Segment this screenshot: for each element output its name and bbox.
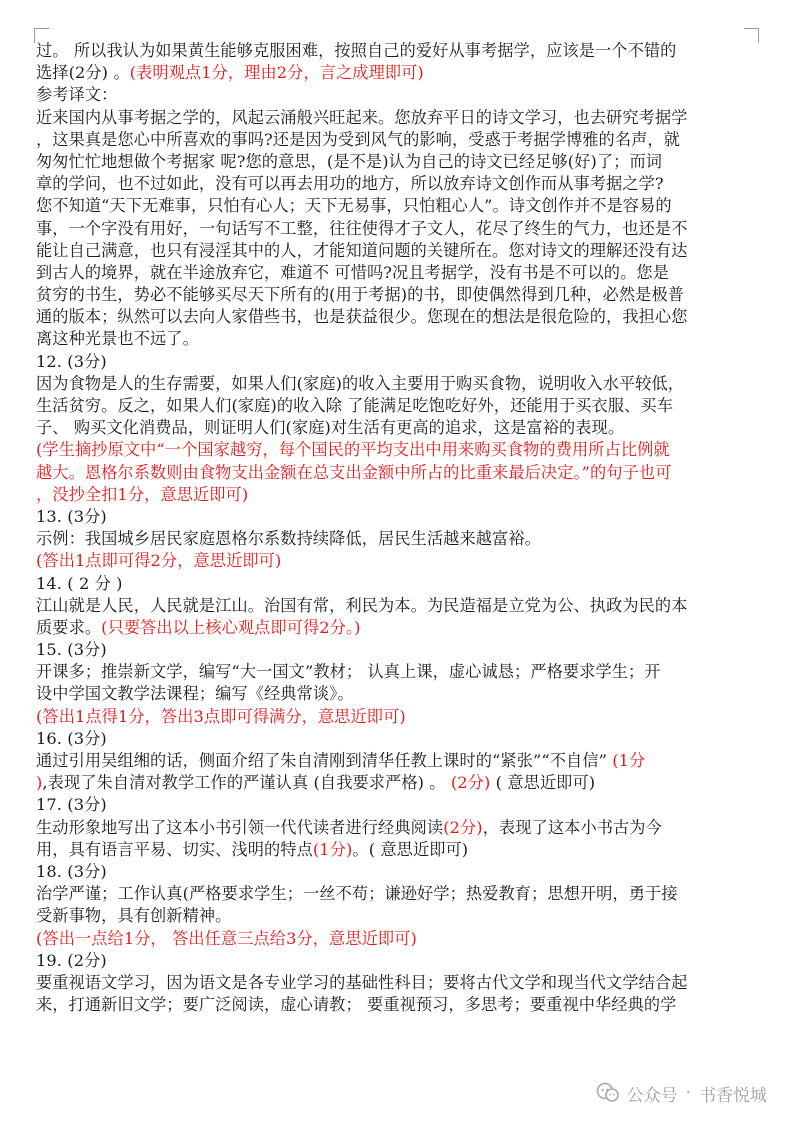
text-line (36, 62, 764, 84)
text-line: 离这种光景也不远了。 (36, 329, 199, 349)
answer-text: 选择(2分) 。 (36, 63, 130, 83)
text-line: 18. (3分) (36, 861, 107, 881)
text-line: 通的版本；纵然可以去向人家借些书，也是获益很少。您现在的想法是很危险的，我担心您 (36, 307, 688, 327)
text-line: 江山就是人民，人民就是江山。治国有常，利民为本。为民造福是立党为公、执政为民的本 (36, 595, 688, 615)
text-line: 受新事物，具有创新精神。 (36, 906, 232, 926)
text-line (36, 772, 764, 794)
text-line: 到古人的境界，就在半途放弃它，难道不 可惜吗?况且考据学，没有书是不可以的。您是 (36, 262, 669, 282)
answer-text: 质要求。 (36, 617, 102, 637)
text-line: 匆匆忙忙地想做个考据家 呢?您的意思，(是不是)认为自己的诗文已经足够(好)了；而词 (36, 151, 663, 171)
text-line: ，这果真是您心中所喜欢的事吗?还是因为受到风气的影响，受惑于考据学博雅的名声，就 (36, 129, 680, 149)
answer-text: ，表现了这本小书古为今 (482, 817, 662, 837)
grading-note-line: (答出一点给1分， 答出任意三点给3分，意思近即可) (36, 928, 417, 948)
grading-note: (只要答出以上核心观点即可得2分。) (101, 617, 361, 637)
text-line (36, 839, 764, 861)
text-line: 能让自己满意，也只有浸淫其中的人，才能知道问题的关键所在。您对诗文的理解还没有达 (36, 240, 688, 260)
answer-text: ( 意思近即可) (490, 773, 596, 793)
answer-text-body (36, 40, 764, 1016)
answer-text: ,表现了朱自清对教学工作的严谨认真 (自我要求严格) 。 (42, 773, 451, 793)
answer-text: 。( 意思近即可) (352, 839, 469, 859)
text-line: 近来国内从事考据之学的，风起云涌般兴旺起来。您放弃平日的诗文学习，也去研究考据学 (36, 107, 688, 127)
text-line: 因为食物是人的生存需要，如果人们(家庭)的收入主要用于购买食物，说明收入水平较低， (36, 373, 685, 393)
grading-note: (2分) (443, 817, 483, 837)
watermark-label: 公众号 (626, 1085, 678, 1106)
text-line: 贫穷的书生，势必不能够买尽天下所有的(用于考据)的书，即使偶然得到几种，必然是极普 (36, 285, 685, 305)
answer-text: 用，具有语言平易、切实、浅明的特点 (36, 839, 313, 859)
text-line: 参考译文： (36, 85, 118, 105)
text-line: 来，打通新旧文学；要广泛阅读，虚心请教； 要重视预习，多思考；要重视中华经典的学 (36, 995, 677, 1015)
text-line: 17. (3分) (36, 795, 107, 815)
text-line: 开课多；推崇新文学，编写“大一国文”教材； 认真上课，虚心诚恳；严格要求学生；开 (36, 662, 661, 682)
text-line: 13. (3分) (36, 506, 107, 526)
grading-note: (1分) (312, 839, 353, 859)
text-line: 示例：我国城乡居民家庭恩格尔系数持续降低，居民生活越来越富裕。 (36, 529, 541, 549)
answer-text: 生动形象地写出了这本小书引领一代代读者进行经典阅读 (36, 817, 444, 837)
grading-note-line: (答出1点即可得2分，意思近即可) (36, 551, 282, 571)
text-line: 章的学问，也不过如此，没有可以再去用功的地方，所以放弃诗文创作而从事考据之学? (36, 174, 664, 194)
grading-note: (表明观点1分，理由2分，言之成理即可) (129, 63, 424, 83)
text-line: 您不知道“天下无难事，只怕有心人；天下无易事，只怕粗心人”。诗文创作并不是容易的 (36, 196, 672, 216)
text-line: 生活贫穷。反之，如果人们(家庭)的收入除 了能满足吃饱吃好外，还能用于买衣服、买车 (36, 396, 673, 415)
text-line: 治学严谨；工作认真(严格要求学生；一丝不苟；谦逊好学；热爱教育；思想开明，勇于接 (36, 884, 678, 904)
text-line (36, 617, 764, 639)
text-line: 子、 购买文化消费品，则证明人们(家庭)对生活有更高的追求，这是富裕的表现。 (36, 418, 625, 438)
grading-note: (2分) (450, 773, 491, 793)
grading-note-line: 越大。恩格尔系数则由食物支出金额在总支出金额中所占的比重来最后决定。”的句子也可 (36, 462, 672, 482)
text-line: 过。 所以我认为如果黄生能够克服困难，按照自己的爱好从事考据学，应该是一个不错的 (36, 41, 677, 60)
grading-note-line: (学生摘抄原文中“一个国家越穷，每个国民的平均支出中用来购买食物的费用所占比例就 (36, 440, 670, 460)
watermark-name: 书香悦城 (699, 1085, 767, 1106)
grading-note: (1分 (612, 751, 646, 770)
text-line: 要重视语文学习，因为语文是各专业学习的基础性科目；要将古代文学和现当代文学结合起 (36, 972, 688, 992)
text-line: 事，一个字没有用好，一句话写不工整，往往使得才子文人，花尽了终生的气力，也还是不 (36, 218, 688, 238)
text-line (36, 750, 764, 772)
grading-note: ) (36, 773, 43, 793)
wechat-icon (595, 1080, 621, 1106)
text-line: 14. ( 2 分 ) (36, 573, 123, 593)
answer-text: 通过引用吴组缃的话，侧面介绍了朱自清刚到清华任教上课时的“紧张”“不自信” (36, 751, 613, 770)
text-line: 16. (3分) (36, 728, 107, 748)
watermark (595, 1075, 767, 1111)
text-line: 15. (3分) (36, 640, 107, 660)
text-line: 19. (2分) (36, 950, 107, 970)
text-line: 设中学国文教学法课程；编写《经典常谈》。 (36, 684, 354, 704)
grading-note-line: ，没抄全扣1分，意思近即可) (36, 484, 249, 504)
watermark-separator: · (685, 1083, 691, 1103)
text-line: 12. (3分) (36, 351, 107, 371)
text-line (36, 817, 764, 839)
grading-note-line: (答出1点得1分，答出3点即可得满分，意思近即可) (36, 706, 406, 726)
